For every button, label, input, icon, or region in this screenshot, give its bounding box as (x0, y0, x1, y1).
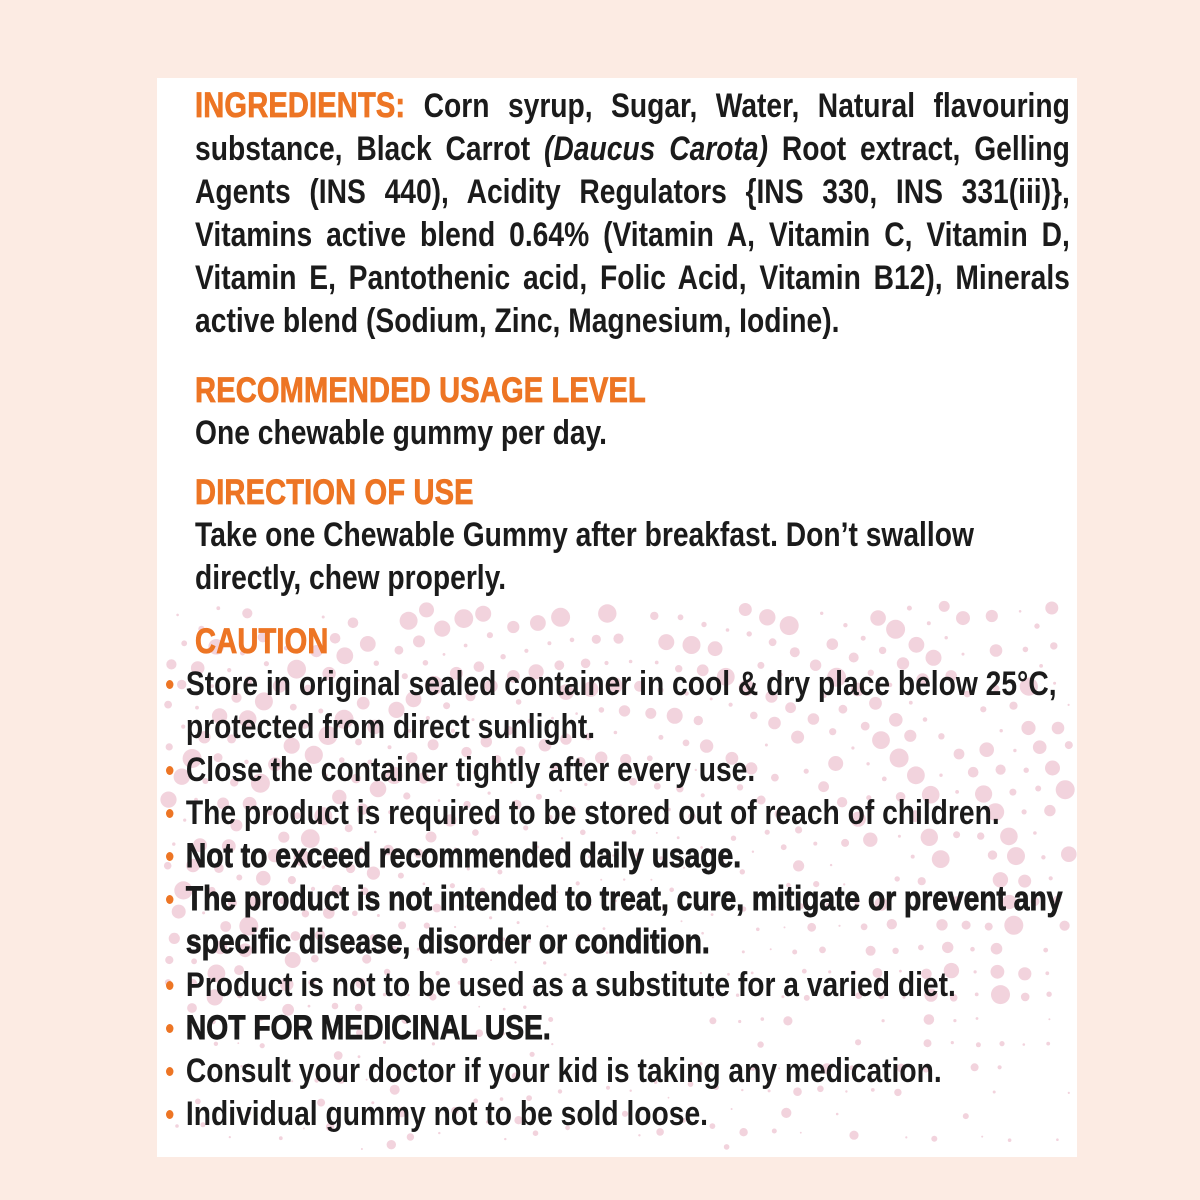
caution-item (166, 1093, 1070, 1136)
caution-item (166, 1007, 1070, 1050)
ingredients-latin-name: (Daucus Carota) (544, 130, 769, 168)
caution-item-text: Close the container tightly after every use. (185, 751, 756, 789)
caution-item (166, 792, 1070, 835)
ingredients-text: Corn syrup, Sugar, Water, Natural flavouring substance, Black Carrot (195, 87, 1070, 168)
bullet-icon (166, 1110, 173, 1119)
recommended-usage-body: One chewable gummy per day. (195, 414, 607, 452)
caution-item (166, 835, 1070, 878)
bullet-icon (166, 895, 173, 904)
label-text-column (166, 84, 1070, 1136)
bullet-icon (166, 1024, 173, 1033)
caution-item (166, 1050, 1070, 1093)
label-content (157, 78, 1077, 1136)
caution-item (166, 964, 1070, 1007)
bullet-icon (166, 766, 173, 775)
direction-of-use-heading: DIRECTION OF USE (195, 473, 474, 512)
caution-list (166, 663, 1070, 1136)
direction-of-use-body: Take one Chewable Gummy after breakfast. Don’t swallow directly, chew properly. (195, 516, 974, 597)
caution-item-text: Store in original sealed container in cool & dry place below 25°C, protected from direct sunlight. (185, 665, 1057, 746)
bullet-icon (166, 680, 173, 689)
caution-item-text: Consult your doctor if your kid is taking any medication. (185, 1052, 942, 1090)
label-panel (157, 78, 1077, 1157)
bullet-icon (166, 852, 173, 861)
recommended-usage-heading: RECOMMENDED USAGE LEVEL (195, 371, 646, 410)
ingredients-heading: INGREDIENTS: (195, 86, 406, 125)
caution-item-text: Product is not to be used as a substitute for a varied diet. (185, 966, 956, 1004)
bullet-icon (166, 981, 173, 990)
caution-item-text: NOT FOR MEDICINAL USE. (185, 1009, 551, 1047)
caution-item-text: Not to exceed recommended daily usage. (185, 837, 742, 875)
caution-item (166, 878, 1070, 964)
caution-item-text: Individual gummy not to be sold loose. (185, 1095, 709, 1133)
caution-item-text: The product is not intended to treat, cure, mitigate or prevent any specific disease, disorder or condition. (185, 880, 1063, 961)
caution-item (166, 749, 1070, 792)
caution-item-text: The product is required to be stored out of reach of children. (185, 794, 1000, 832)
caution-item (166, 663, 1070, 749)
bullet-icon (166, 1067, 173, 1076)
ingredients-paragraph (195, 84, 1070, 343)
bullet-icon (166, 809, 173, 818)
caution-heading: CAUTION (195, 622, 329, 661)
ingredients-text-cont: Root extract, Gelling Agents (INS 440), Acidity Regulators {INS 330, INS 331(iii)}, Vitamins active blend 0.64% (Vitamin A, Vitamin C, Vitamin D, Vitamin E, Pantothenic acid, Folic Acid, Vitamin B12), Minerals active blend (Sodium, Zinc, Magnesium, Iodine). (195, 130, 1070, 340)
